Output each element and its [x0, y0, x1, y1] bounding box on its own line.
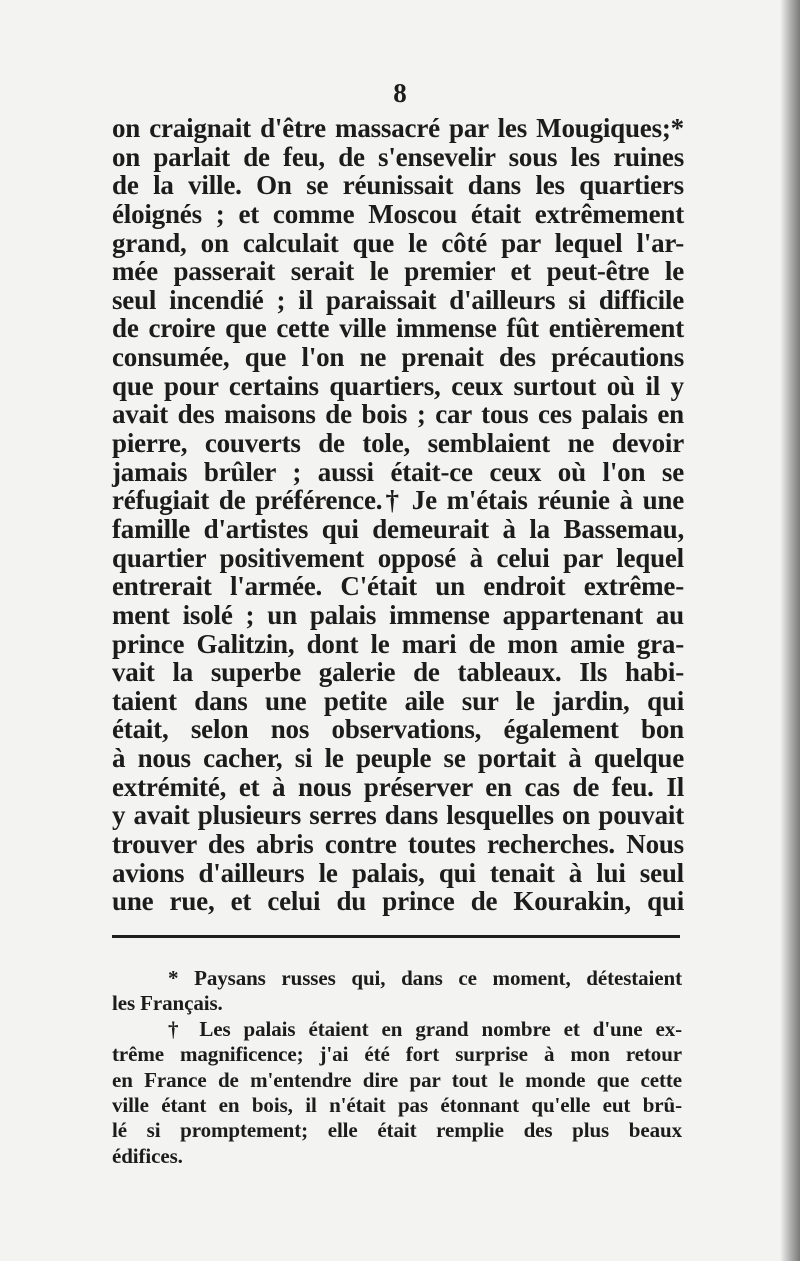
body-line: mée passerait serait le premier et peut-être le	[112, 256, 684, 287]
body-line: vait la superbe galerie de tableaux. Ils habi-	[112, 657, 684, 688]
page-number: 8	[393, 78, 407, 108]
body-text	[112, 114, 684, 916]
footnotes	[112, 966, 682, 1169]
body-line: de la ville. On se réunissait dans les quartiers	[112, 170, 684, 201]
footnote-dagger	[112, 1017, 682, 1169]
body-line: on parlait de feu, de s'ensevelir sous les ruines	[112, 141, 684, 172]
body-line: réfugiait de préférence.† Je m'étais réunie à une	[112, 485, 684, 516]
footnote-divider	[112, 935, 680, 938]
body-line: de croire que cette ville immense fût entièrement	[112, 313, 684, 344]
footnote-asterisk	[112, 966, 682, 1017]
body-line: éloignés ; et comme Moscou était extrêmement	[112, 198, 684, 229]
footnote-line: lé si promptement; elle était remplie des plus beaux	[112, 1118, 682, 1143]
body-line: que pour certains quartiers, ceux surtout où il y	[112, 370, 684, 401]
footnote-line: les Français.	[112, 991, 223, 1016]
body-line: avait des maisons de bois ; car tous ces palais en	[112, 399, 684, 430]
body-line: prince Galitzin, dont le mari de mon amie gra-	[112, 628, 684, 659]
body-line: était, selon nos observations, également bon	[112, 714, 684, 745]
footnote-line: édifices.	[112, 1143, 183, 1168]
body-line: seul incendié ; il paraissait d'ailleurs si difficile	[112, 284, 684, 315]
body-line: jamais brûler ; aussi était-ce ceux où l'on se	[112, 456, 684, 487]
body-line: y avait plusieurs serres dans lesquelles on pouvait	[112, 800, 684, 831]
footnote-line: * Paysans russes qui, dans ce moment, détestaient	[168, 966, 682, 990]
footnote-line: ville étant en bois, il n'était pas étonnant qu'elle eut brû-	[112, 1092, 682, 1117]
footnote-line: en France de m'entendre dire par tout le monde que cette	[112, 1067, 682, 1092]
body-line: ment isolé ; un palais immense appartenant au	[112, 599, 684, 630]
body-line: taient dans une petite aile sur le jardin, qui	[112, 685, 684, 716]
body-line: grand, on calculait que le côté par lequel l'ar-	[112, 227, 684, 258]
body-line: consumée, que l'on ne prenait des précautions	[112, 342, 684, 373]
body-line: extrémité, et à nous préserver en cas de feu. Il	[112, 771, 684, 802]
body-line: famille d'artistes qui demeurait à la Bassemau,	[112, 513, 684, 544]
body-line: avions d'ailleurs le palais, qui tenait à lui seul	[112, 857, 684, 888]
body-line: on craignait d'être massacré par les Mougiques;*	[112, 113, 684, 143]
footnote-line: trême magnificence; j'ai été fort surprise à mon retour	[112, 1042, 682, 1067]
body-line: entrerait l'armée. C'était un endroit extrême-	[112, 571, 684, 602]
footnote-line: † Les palais étaient en grand nombre et d'une ex-	[168, 1016, 682, 1041]
body-line: à nous cacher, si le peuple se portait à quelque	[112, 743, 684, 774]
body-line: une rue, et celui du prince de Kourakin, qui	[112, 886, 684, 917]
body-line: trouver des abris contre toutes recherches. Nous	[112, 829, 684, 860]
body-line: pierre, couverts de tole, semblaient ne devoir	[112, 428, 684, 459]
body-line: quartier positivement opposé à celui par lequel	[112, 542, 684, 573]
